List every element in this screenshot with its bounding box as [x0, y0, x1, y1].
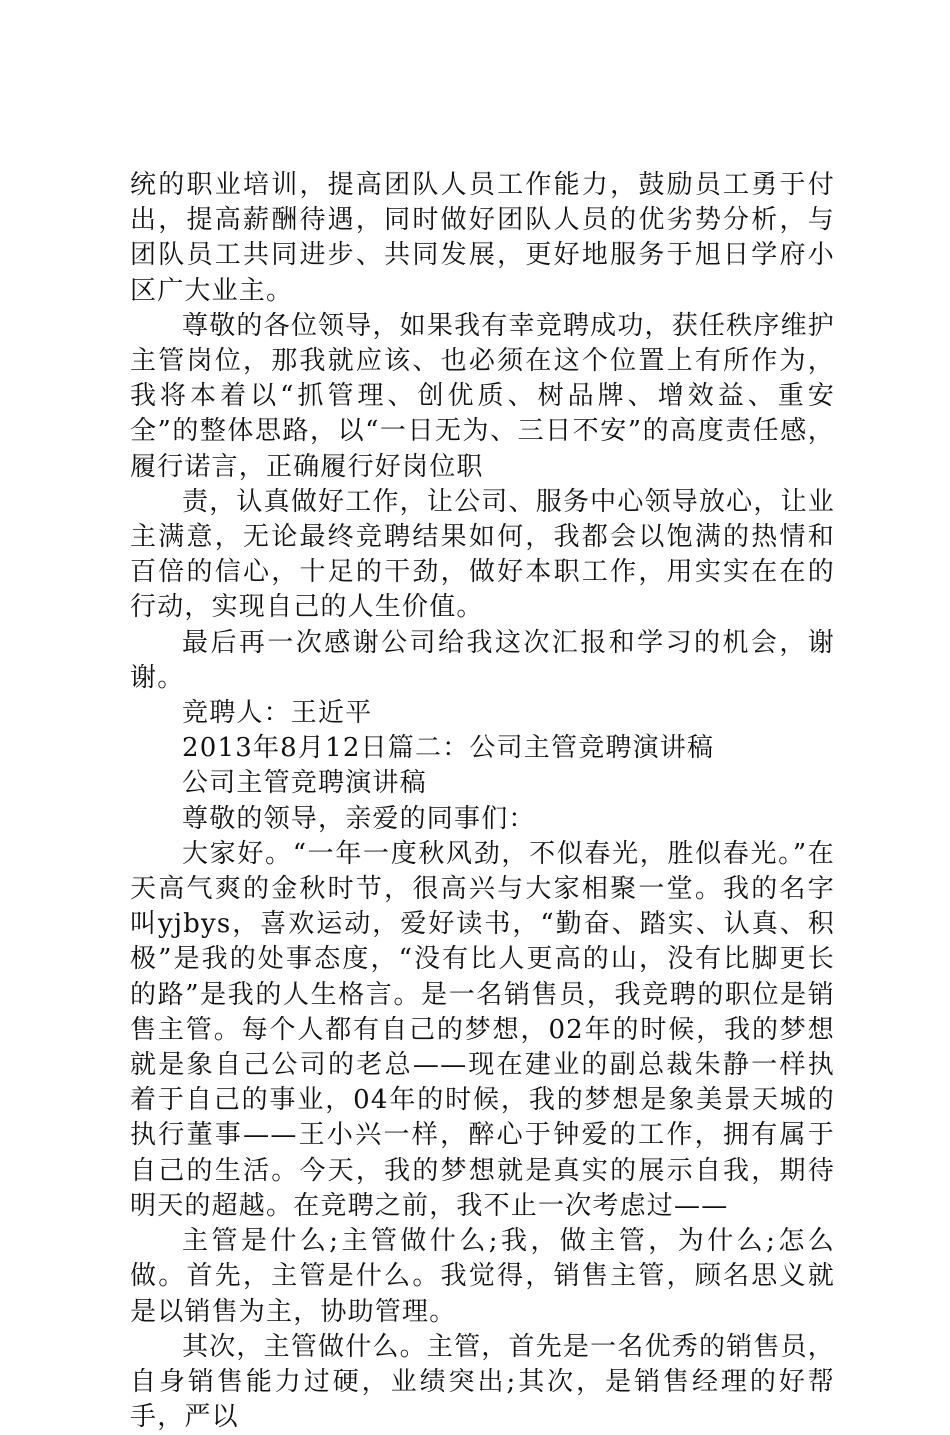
paragraph-10: 主管是什么;主管做什么;我，做主管，为什么;怎么做。首先，主管是什么。我觉得，销售主管，顾名思义就是以销售为主，协助管理。: [130, 1226, 835, 1327]
paragraph-4: 最后再一次感谢公司给我这次汇报和学习的机会，谢谢。: [130, 627, 835, 693]
date-and-section-title: 2013年8月12日篇二：公司主管竞聘演讲稿: [182, 733, 715, 764]
salutation: 尊敬的领导，亲爱的同事们：: [182, 803, 536, 834]
paragraph-2: 尊敬的各位领导，如果我有幸竞聘成功，获任秩序维护主管岗位，那我就应该、也必须在这个位置上有所作为，我将本着以“抓管理、创优质、树品牌、增效益、重安全”的整体思路，以“一日无为、三日不安”的高度责任感，履行诺言，正确履行好岗位职: [130, 310, 835, 482]
paragraph-9: 大家好。“一年一度秋风劲，不似春光，胜似春光。”在天高气爽的金秋时节，很高兴与大家相聚一堂。我的名字叫yjbys，喜欢运动，爱好读书，“勤奋、踏实、认真、积极”是我的处事态度，“没有比人更高的山，没有比脚更长的路”是我的人生格言。是一名销售员，我竞聘的职位是销售主管。每个人都有自己的梦想，02年的时候，我的梦想就是象自己公司的老总——现在建业的副总裁朱静一样执着于自己的事业，04年的时候，我的梦想是象美景天城的执行董事——王小兴一样，醉心于钟爱的工作，拥有属于自己的生活。今天，我的梦想就是真实的展示自我，期待明天的超越。在竞聘之前，我不止一次考虑过——: [130, 838, 835, 1221]
signature-line: 竞聘人：王近平: [182, 698, 373, 729]
section-title: 公司主管竞聘演讲稿: [182, 768, 427, 799]
paragraph-3: 责，认真做好工作，让公司、服务中心领导放心，让业主满意，无论最终竞聘结果如何，我都会以饱满的热情和百倍的信心，十足的干劲，做好本职工作，用实实在在的行动，实现自己的人生价值。: [130, 486, 835, 623]
paragraph-1: 统的职业培训，提高团队人员工作能力，鼓励员工勇于付出，提高薪酬待遇，同时做好团队人员的优劣势分析，与团队员工共同进步、共同发展，更好地服务于旭日学府小区广大业主。: [130, 170, 835, 306]
paragraph-11: 其次，主管做什么。主管，首先是一名优秀的销售员，自身销售能力过硬，业绩突出;其次，是销售经理的好帮手，严以: [130, 1331, 835, 1433]
document-body: [130, 168, 835, 1435]
